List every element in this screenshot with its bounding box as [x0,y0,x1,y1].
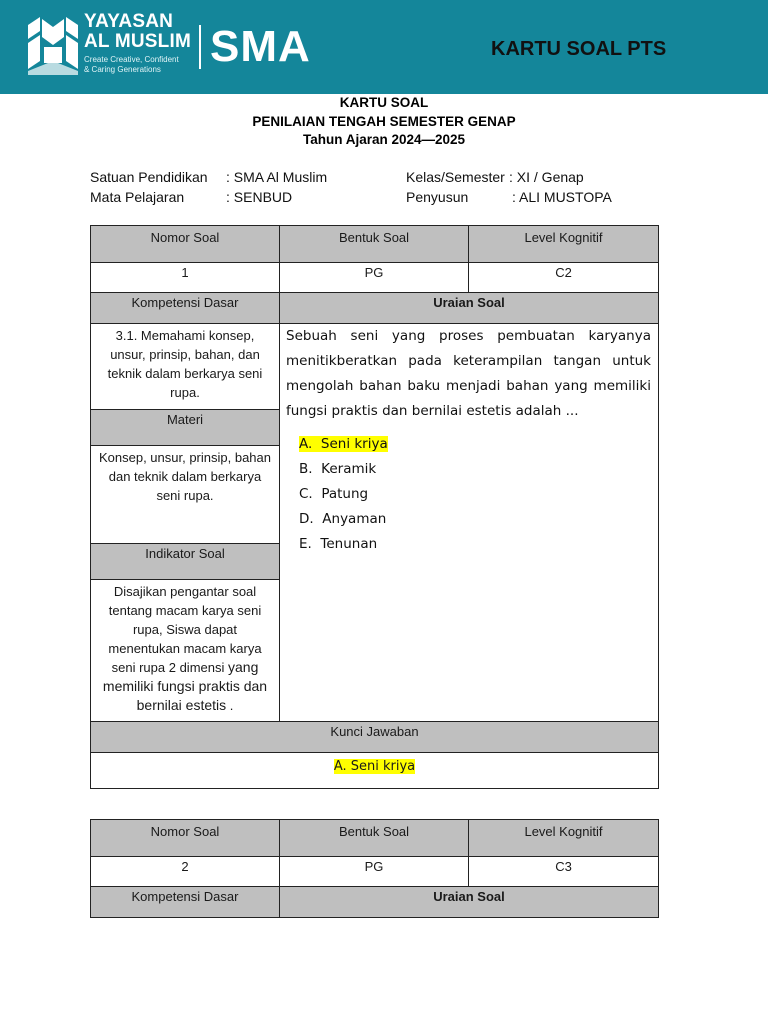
header-nomor-soal: Nomor Soal [91,226,280,263]
option-e: E. Tenunan [299,536,378,552]
header-bentuk-soal: Bentuk Soal [280,820,469,857]
header-uraian-soal: Uraian Soal [280,293,659,324]
org-name-line2: AL MUSLIM [84,31,191,52]
org-name [84,12,191,52]
question-card-2 [90,819,659,918]
header-nomor-soal: Nomor Soal [91,820,280,857]
kunci-jawaban-value: A. Seni kriya [333,759,416,774]
tagline-line2: & Caring Generations [84,64,161,74]
document-title [0,94,768,150]
question-text: Sebuah seni yang proses pembuatan karyanya menitikberatkan pada keterampilan tangan untuk mengolah bahan baku menjadi bahan yang memiliki fungsi praktis dan bernilai estetis adalah ... [286,328,651,419]
logo-divider [199,25,201,69]
unit-label: SMA [210,22,311,71]
nomor-soal-value: 2 [91,857,280,887]
header-level-kognitif: Level Kognitif [469,226,659,263]
bentuk-soal-value: PG [280,857,469,887]
indikator-part-2: yang memiliki fungsi praktis dan bernilai estetis [102,659,268,713]
header-bentuk-soal: Bentuk Soal [280,226,469,263]
header-uraian-soal: Uraian Soal [280,887,659,918]
mosque-building-icon [28,17,78,75]
tagline-line1: Create Creative, Confident [84,55,179,64]
kompetensi-dasar-text: 3.1. Memahami konsep, unsur, prinsip, bahan, dan teknik dalam berkarya seni rupa. [91,324,280,410]
info-kelas-label: Kelas/Semester [406,169,505,185]
indikator-part-1: Disajikan pengantar soal tentang macam karya seni rupa, Siswa dapat menentukan macam karya seni rupa 2 dimensi [108,584,262,675]
option-b: B. Keramik [299,461,377,477]
org-name-line1: YAYASAN [84,11,174,32]
doc-title-line3: Tahun Ajaran 2024—2025 [302,132,466,147]
header-indikator-soal: Indikator Soal [91,544,280,580]
level-kognitif-value: C3 [469,857,659,887]
info-kelas-value: : XI / Genap [509,169,584,185]
info-penyusun-value: : ALI MUSTOPA [512,189,612,205]
doc-title-line2: PENILAIAN TENGAH SEMESTER GENAP [252,113,516,129]
option-a [299,432,658,457]
bentuk-soal-value: PG [280,263,469,293]
info-satuan-value: : SMA Al Muslim [226,169,328,185]
header-level-kognitif: Level Kognitif [469,820,659,857]
indikator-soal-text [91,580,280,722]
option-d: D. Anyaman [299,511,387,527]
org-tagline [84,55,179,74]
level-kognitif-value: C2 [469,263,659,293]
materi-text: Konsep, unsur, prinsip, bahan dan teknik dalam berkarya seni rupa. [91,446,280,544]
question-card-1 [90,225,659,789]
answer-options [280,432,658,557]
header-materi: Materi [91,410,280,446]
option-c: C. Patung [299,486,369,502]
info-mapel-label: Mata Pelajaran [90,189,185,205]
header-kunci-jawaban: Kunci Jawaban [91,722,659,753]
kunci-jawaban-cell [91,753,659,789]
nomor-soal-value: 1 [91,263,280,293]
header-title: KARTU SOAL PTS [491,38,667,60]
uraian-soal-cell [280,324,659,722]
info-penyusun-label: Penyusun [406,189,469,205]
header-kompetensi-dasar: Kompetensi Dasar [91,887,280,918]
info-mapel-value: : SENBUD [226,189,293,205]
indikator-part-3: . [229,698,234,713]
header-band [0,0,768,94]
option-a-highlight: A. Seni kriya [299,436,388,452]
header-kompetensi-dasar: Kompetensi Dasar [91,293,280,324]
doc-title-line1: KARTU SOAL [339,95,429,110]
info-satuan-label: Satuan Pendidikan [90,169,208,185]
